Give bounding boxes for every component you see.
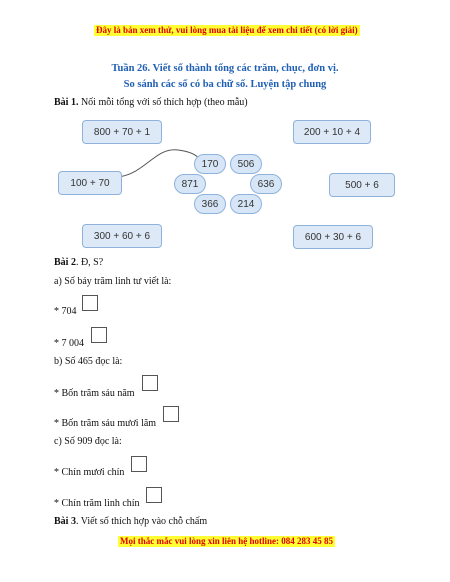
sum-card-214[interactable]: 200 + 10 + 4 [293,120,371,144]
checkbox-b-1[interactable] [142,375,158,391]
sum-card-506[interactable]: 500 + 6 [329,173,395,197]
number-bubble-214[interactable]: 214 [230,194,262,214]
bai1-heading [54,97,248,108]
bai2-b-option-2: * Bốn trăm sáu mươi lăm [54,418,157,429]
bai1-label: Bài 1. [54,97,79,108]
bai2-a-option-2: * 7 004 [54,338,84,349]
checkbox-c-2[interactable] [146,487,162,503]
bai2-question-c: c) Số 909 đọc là: [54,436,122,447]
bai2-question-a: a) Số bảy trăm linh tư viết là: [54,276,172,287]
bai2-text: . Đ, S? [75,257,104,268]
page-title-line1: Tuần 26. Viết số thành tổng các trăm, chục, đơn vị. [111,63,339,74]
bai3-text: . Viết số thích hợp vào chỗ chấm [75,516,208,527]
page-title-line2: So sánh các số có ba chữ số. Luyện tập chung [123,79,327,90]
preview-banner: Đây là bản xem thử, vui lòng mua tài liệu để xem chi tiết (có lời giải) [96,25,358,35]
bai2-c-option-2: * Chín trăm linh chín [54,498,140,509]
sum-card-636[interactable]: 600 + 30 + 6 [293,225,373,249]
sum-card-170[interactable]: 100 + 70 [58,171,122,195]
bai1-text: Nối mỗi tổng với số thích hợp (theo mẫu) [80,97,248,108]
number-bubble-871[interactable]: 871 [174,174,206,194]
bai2-b-option-1: * Bốn trăm sáu năm [54,388,135,399]
sum-card-871[interactable]: 800 + 70 + 1 [82,120,162,144]
checkbox-a-2[interactable] [91,327,107,343]
bai2-c-option-1: * Chín mươi chín [54,467,125,478]
bai2-a-option-1: * 704 [54,306,77,317]
number-bubble-636[interactable]: 636 [250,174,282,194]
bai2-label: Bài 2 [54,257,76,268]
bai2-question-b: b) Số 465 đọc là: [54,356,123,367]
bai3-label: Bài 3 [54,516,76,527]
number-bubble-170[interactable]: 170 [194,154,226,174]
matching-exercise [50,112,400,252]
checkbox-a-1[interactable] [82,295,98,311]
hotline-footer: Mọi thắc mắc vui lòng xin liên hệ hotline: 084 283 45 85 [120,536,334,546]
checkbox-c-1[interactable] [131,456,147,472]
bai2-heading [54,257,103,268]
checkbox-b-2[interactable] [163,406,179,422]
sum-card-366[interactable]: 300 + 60 + 6 [82,224,162,248]
number-bubble-366[interactable]: 366 [194,194,226,214]
number-bubble-506[interactable]: 506 [230,154,262,174]
bai3-heading [54,516,207,527]
